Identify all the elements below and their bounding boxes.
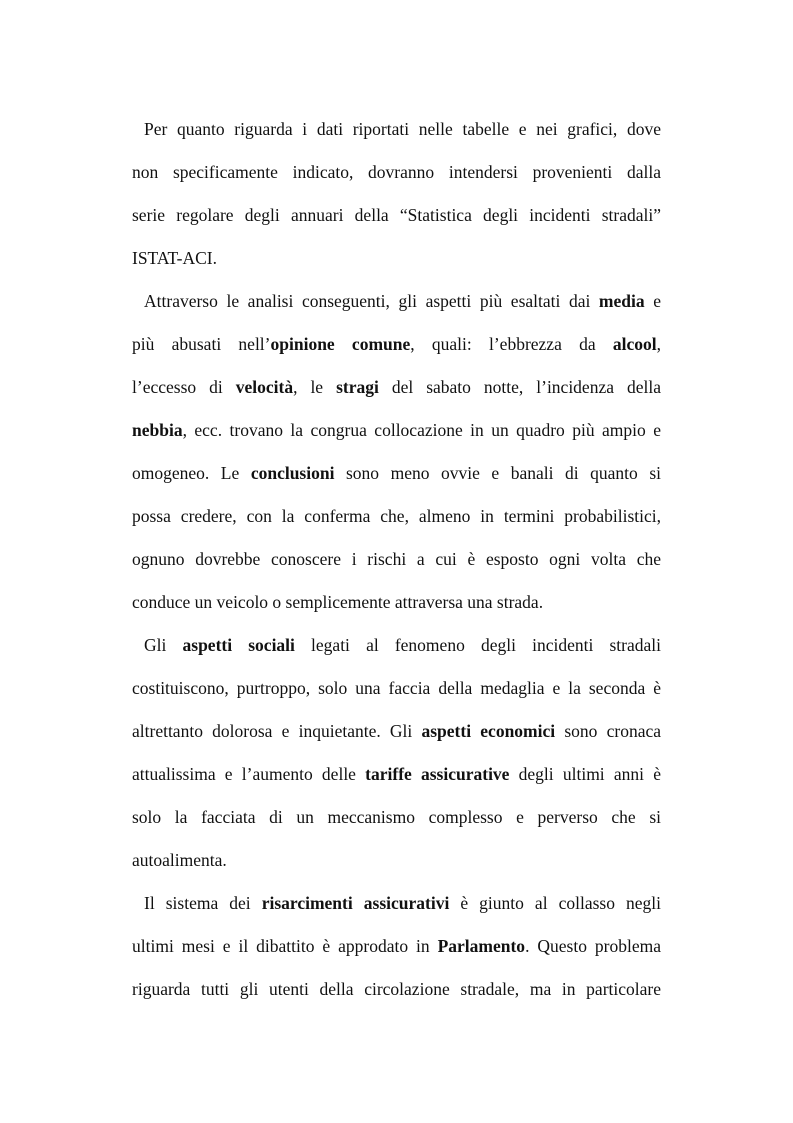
bold-term: opinione comune [270,334,411,354]
text-run: sono meno ovvie e banali di quanto si [334,463,661,483]
bold-term: aspetti economici [421,721,556,741]
text-line [132,710,661,753]
text-run: attualissima e l’aumento delle [132,764,366,784]
bold-term: velocità [235,377,294,397]
bold-term: nebbia [132,420,183,440]
text-line [132,968,661,1011]
document-page [132,108,661,1011]
text-line [132,796,661,839]
text-run: , ecc. trovano la congrua collocazione in un quadro più ampio e [182,420,661,440]
text-run: autoalimenta. [132,850,227,870]
text-line [132,323,661,366]
text-run: non specificamente indicato, dovranno intendersi provenienti dalla [132,162,661,182]
bold-term: stragi [336,377,379,397]
text-line [132,581,661,624]
text-run: possa credere, con la conferma che, almeno in termini probabilistici, [132,506,661,526]
text-line [132,108,661,151]
text-run: è giunto al collasso negli [449,893,662,913]
text-run: ognuno dovrebbe conoscere i rischi a cui è esposto ogni volta che [132,549,661,569]
text-run: degli ultimi anni è [509,764,661,784]
paragraph [132,882,661,1011]
text-run: . Questo problema [525,936,661,956]
text-run: sono cronaca [555,721,661,741]
text-line [132,538,661,581]
bold-term: tariffe assicurative [365,764,510,784]
text-line [132,839,661,882]
text-line [132,366,661,409]
text-line [132,495,661,538]
text-run: ISTAT-ACI. [132,248,217,268]
bold-term: media [598,291,645,311]
text-line [132,452,661,495]
paragraph [132,108,661,280]
text-run: l’eccesso di [132,377,236,397]
text-run: Gli [144,635,183,655]
text-line [132,237,661,280]
bold-term: alcool [612,334,657,354]
bold-term: aspetti sociali [182,635,295,655]
text-run: , quali: l’ebbrezza da [410,334,613,354]
text-run: legati al fenomeno degli incidenti stradali [294,635,661,655]
text-line [132,409,661,452]
text-line [132,280,661,323]
text-run: riguarda tutti gli utenti della circolazione stradale, ma in particolare [132,979,661,999]
text-run: serie regolare degli annuari della “Statistica degli incidenti stradali” [132,205,661,225]
text-run: omogeneo. Le [132,463,251,483]
text-run: altrettanto dolorosa e inquietante. Gli [132,721,422,741]
paragraph [132,624,661,882]
text-line [132,925,661,968]
text-run: conduce un veicolo o semplicemente attraversa una strada. [132,592,544,612]
text-run: , le [293,377,337,397]
bold-term: risarcimenti assicurativi [261,893,450,913]
bold-term: Parlamento [437,936,526,956]
text-run: Il sistema dei [144,893,262,913]
text-line [132,882,661,925]
text-run: del sabato notte, l’incidenza della [378,377,661,397]
text-run: Attraverso le analisi conseguenti, gli aspetti più esaltati dai [144,291,599,311]
paragraph [132,280,661,624]
text-run: ultimi mesi e il dibattito è approdato in [132,936,438,956]
text-line [132,753,661,796]
text-line [132,624,661,667]
text-line [132,151,661,194]
text-line [132,667,661,710]
text-run: solo la facciata di un meccanismo complesso e perverso che si [132,807,661,827]
text-run: Per quanto riguarda i dati riportati nelle tabelle e nei grafici, dove [144,119,661,139]
text-run: , [656,334,661,354]
text-run: e [644,291,661,311]
bold-term: conclusioni [250,463,335,483]
text-run: più abusati nell’ [132,334,271,354]
text-line [132,194,661,237]
text-run: costituiscono, purtroppo, solo una faccia della medaglia e la seconda è [132,678,661,698]
